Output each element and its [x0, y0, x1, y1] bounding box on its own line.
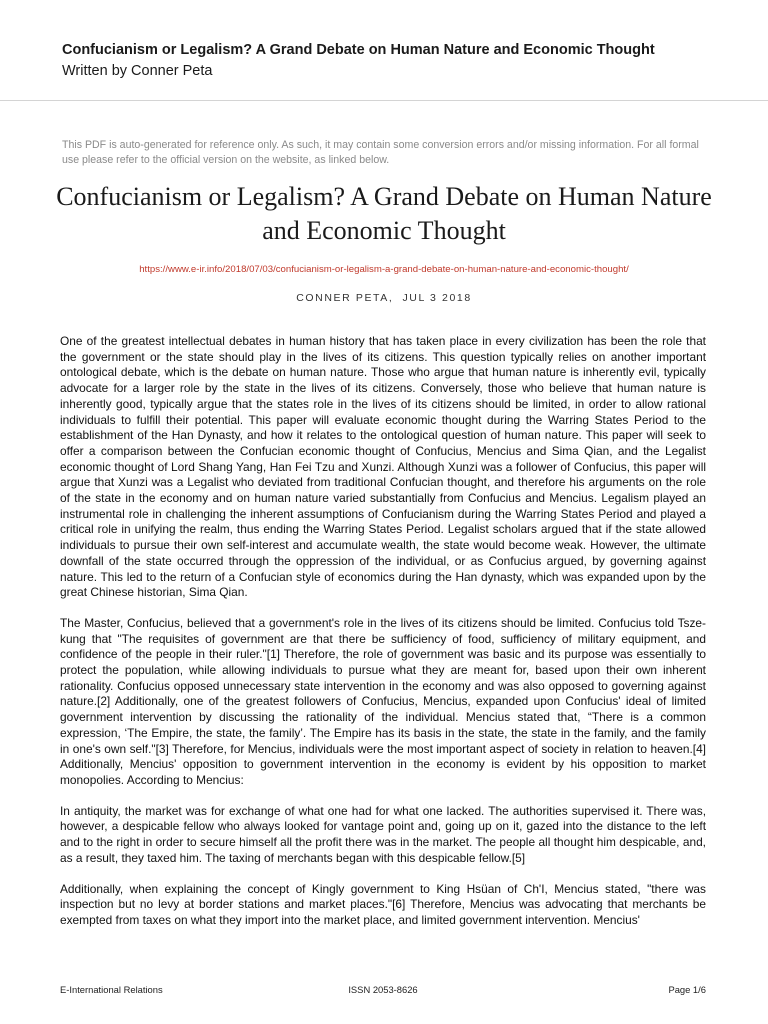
paragraph: In antiquity, the market was for exchange of what one had for what one lacked. The authorities supervised it. There was, however, a despicable fellow who always looked for vantage point and, going up on it, gazed into the distance to the left and to the right in order to secure himself all the profit there was in the market. The people all thought him despicable, and, as a result, they taxed him. The taxing of merchants began with this despicable fellow.[5] [60, 803, 706, 865]
header-title: Confucianism or Legalism? A Grand Debate on Human Nature and Economic Thought [62, 42, 655, 58]
paragraph: The Master, Confucius, believed that a government's role in the lives of its citizens should be limited. Confucius told Tsze-kung that "The requisites of government are that there be sufficiency of food, sufficiency of military equipment, and confidence of the people in their ruler."[1] Therefore, the role of government was basic and its purpose was essentially to protect the population, while allowing individuals to pursue what they are meant for, based upon their own inherent rationality. Confucius opposed unnecessary state intervention in the economy and was also opposed to governing against nature.[2] Additionally, one of the greatest followers of Confucius, Mencius, expanded upon Confucius' ideal of limited government intervention by discussing the rationality of the individual. Mencius stated that, “There is a common expression, ‘The Empire, the state, the family’. The Empire has its basis in the state, the state in the family, and the family in one's own self."[3] Therefore, for Mencius, individuals were the most important aspect of society in relation to heaven.[4] Additionally, Mencius' opposition to government intervention in the economy is evident by his opposition to market monopolies. According to Mencius: [60, 615, 706, 787]
byline: CONNER PETA, JUL 3 2018 [296, 292, 472, 304]
header-divider [0, 100, 768, 101]
page-header [62, 40, 728, 82]
footer-page-number: Page 1/6 [668, 984, 706, 995]
pdf-notice: This PDF is auto-generated for reference only. As such, it may contain some conversion errors and/or missing information. For all formal use please refer to the official version on the website, as linked below. [62, 139, 699, 166]
document-title: Confucianism or Legalism? A Grand Debate on Human Nature and Economic Thought [56, 182, 712, 245]
footer-issn: ISSN 2053-8626 [348, 984, 418, 995]
paragraph: Additionally, when explaining the concept of Kingly government to King Hsüan of Ch'I, Mencius stated, "there was inspection but no levy at border stations and market places."[6] Therefore, Mencius was advocating that merchants be exempted from taxes on what they import into the market place, and limited government intervention. Mencius' [60, 881, 706, 927]
article-body [60, 334, 706, 944]
page-footer [60, 984, 706, 995]
header-author: Written by Conner Peta [62, 63, 213, 79]
footer-publisher: E-International Relations [60, 984, 163, 995]
paragraph: One of the greatest intellectual debates in human history that has taken place in every civilization has been the role that the government or the state should play in the lives of its citizens. This question typically relies on another important ontological debate, which is the debate on human nature. Those who argue that human nature is inherently evil, typically advocate for a larger role by the state in the lives of its citizens. Conversely, those who believe that human nature is inherently good, typically argue that the states role in the lives of its citizens should be limited, in order to allow rational individuals to fulfill their potential. This paper will evaluate economic thought during the Warring States Period to the establishment of the Han Dynasty, and how it relates to the ontological question of human nature. This paper will seek to offer a comparison between the Confucian economic thought of Confucius, Mencius and Sima Qian, and the Legalist economic thought of Lord Shang Yang, Han Fei Tzu and Xunzi. Although Xunzi was a follower of Confucius, this paper will argue that Xunzi was a Legalist who deviated from traditional Confucian thought, and therefore his arguments on the role of the state in the economy and on human nature varied substantially from Confucius and Mencius. Legalism played an instrumental role in challenging the inherent assumptions of Confucianism during the Warring States Period and played a critical role in unifying the realm, thus ending the Warring States Period. Legalist scholars argued that if the state allowed individuals to pursue their own self-interest and accumulate wealth, the state would become weak. However, the ultimate downfall of the state occurred through the oppression of the individual, or as Confucius argued, by governing against nature. This led to the return of a Confucian style of economics during the Han dynasty, which was expanded upon by the great Chinese historian, Sima Qian. [60, 334, 706, 600]
source-link[interactable]: https://www.e-ir.info/2018/07/03/confucianism-or-legalism-a-grand-debate-on-human-nature-and-economic-thought/ [139, 264, 629, 275]
